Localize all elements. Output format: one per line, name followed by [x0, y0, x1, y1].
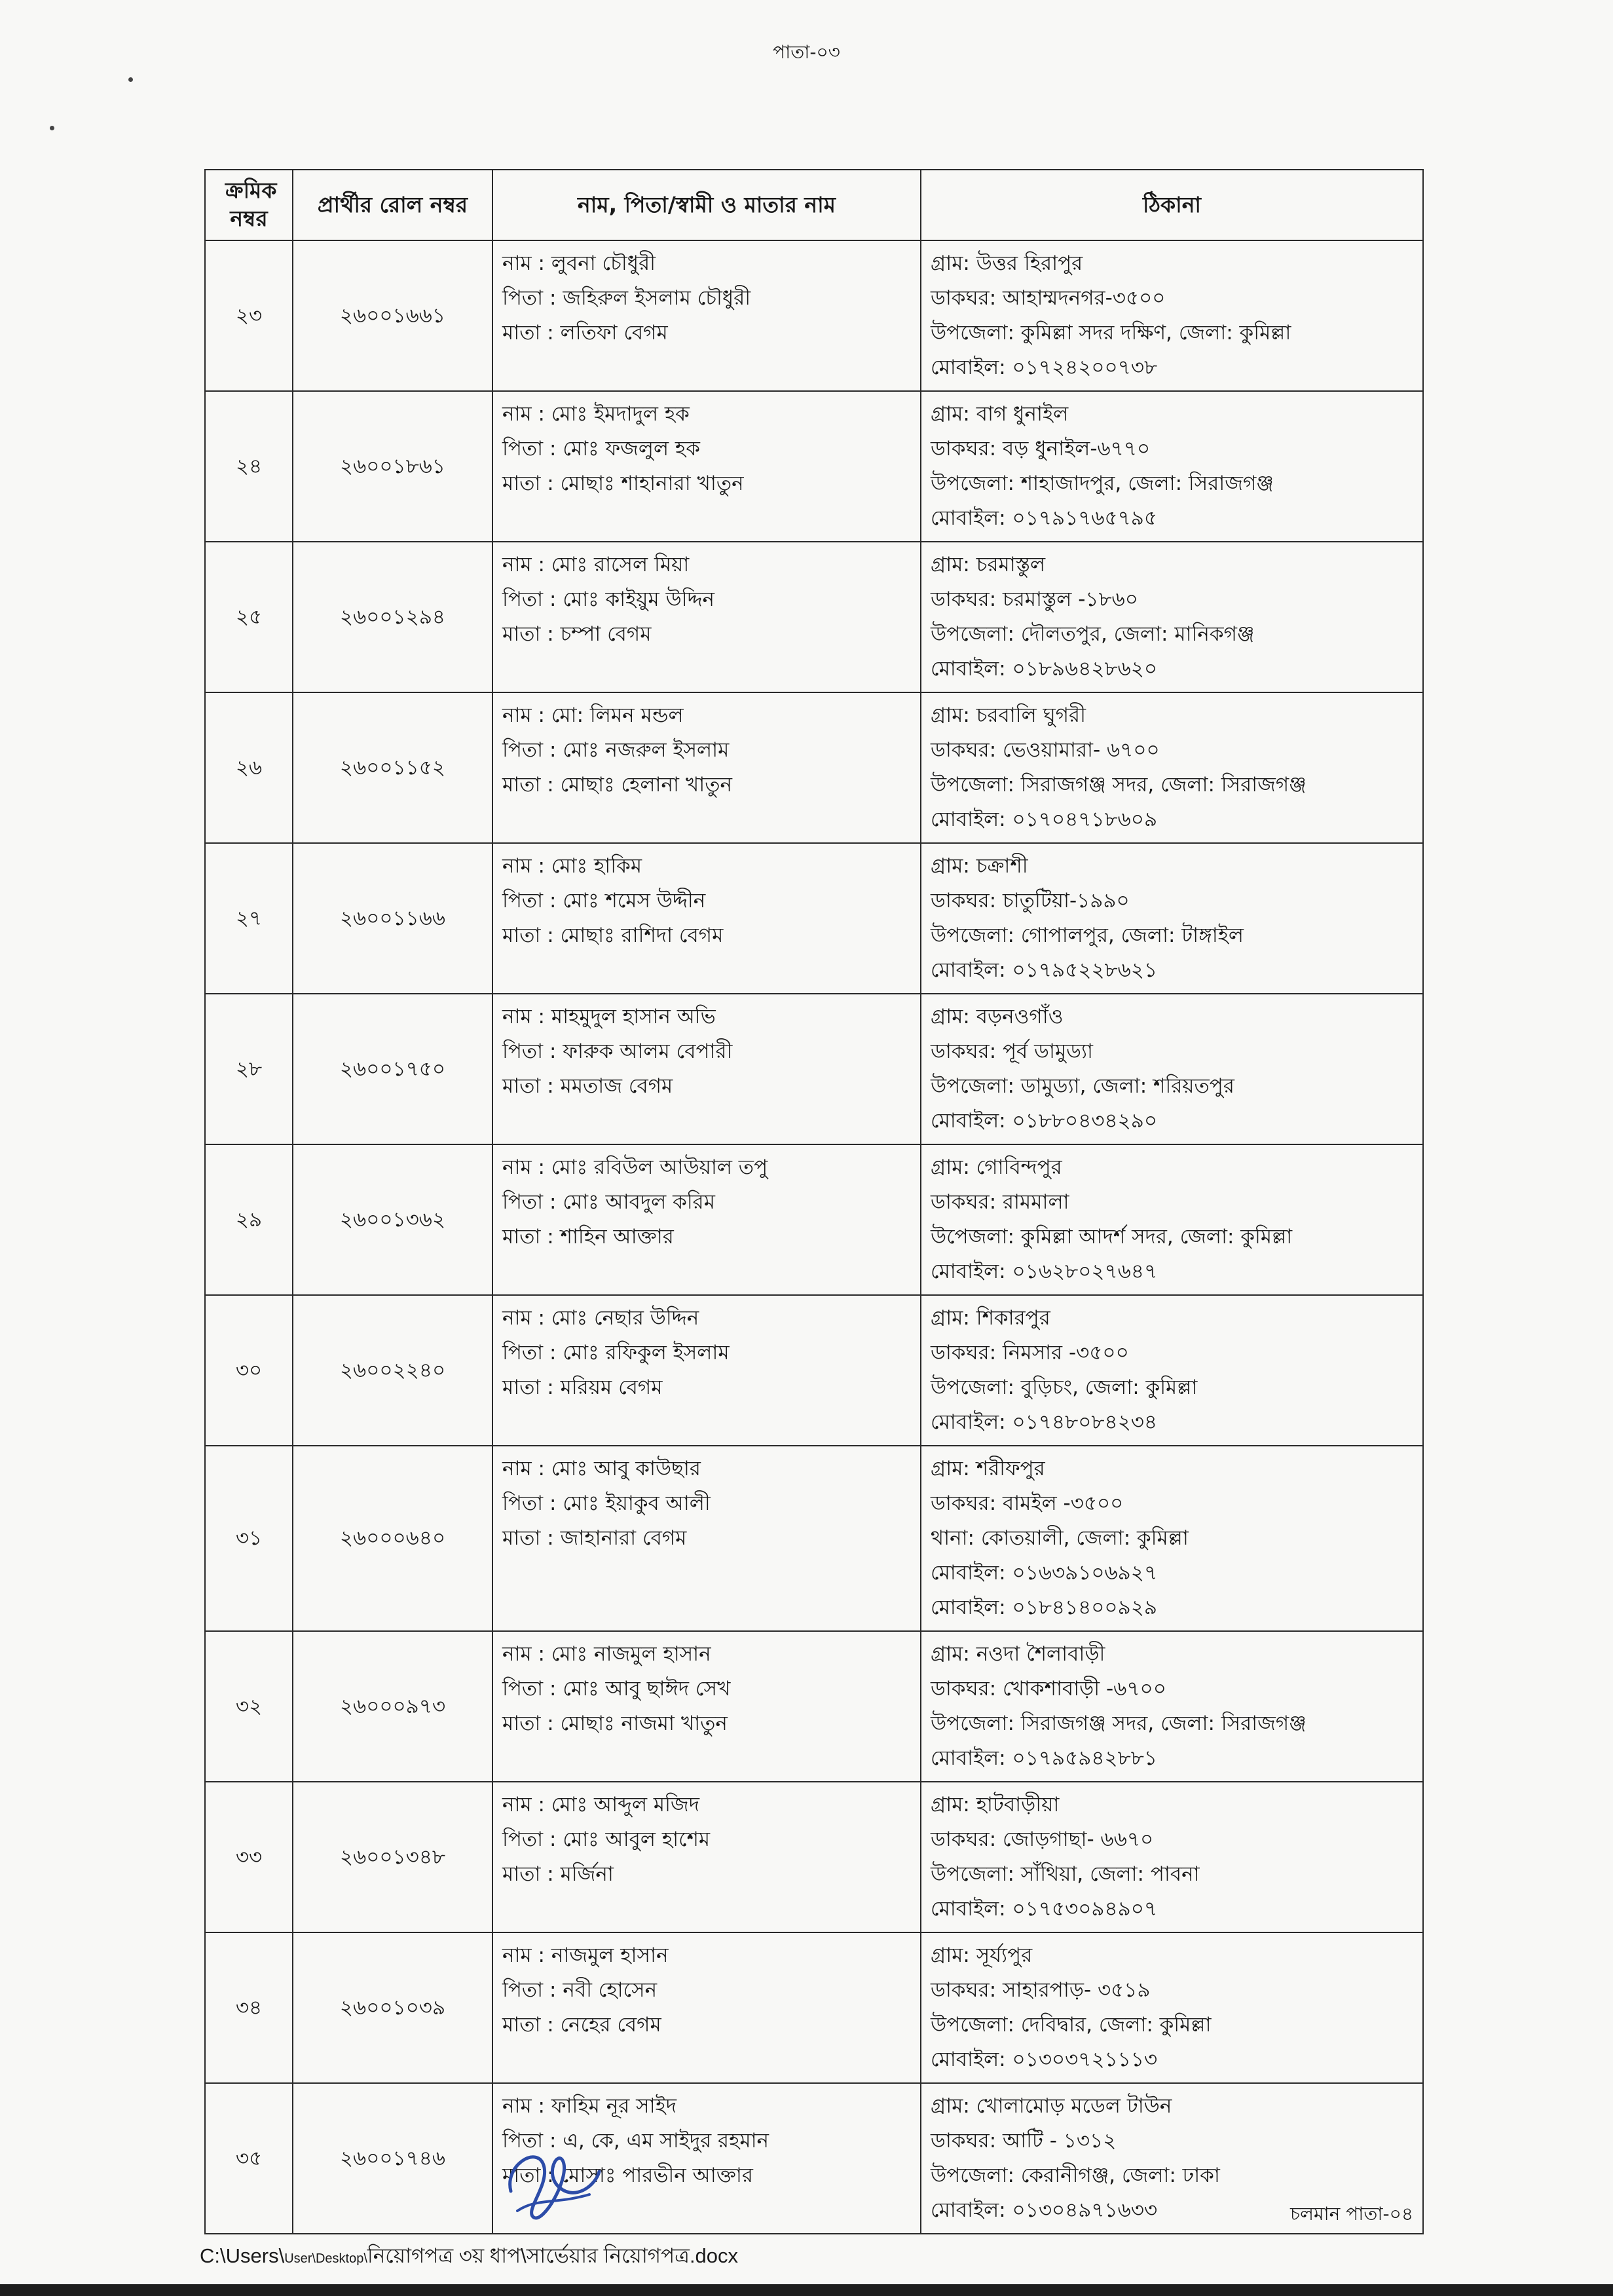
address-line: উপজেলা: দেবিদ্বার, জেলা: কুমিল্লা: [931, 2013, 1212, 2037]
address-line: উপেজলা: কুমিল্লা আদর্শ সদর, জেলা: কুমিল্লা: [931, 1225, 1293, 1249]
address-line: থানা: কোতয়ালী, জেলা: কুমিল্লা: [931, 1526, 1189, 1550]
address-line: মোবাইল: ০১৭৪৮০৮৪২৩৪: [931, 1410, 1158, 1434]
candidate-table-wrap: [204, 169, 1422, 2234]
header-name: নাম, পিতা/স্বামী ও মাতার নাম: [492, 170, 921, 240]
name-cell: [492, 994, 921, 1144]
roll-number-cell: ২৬০০০৯৭৩: [293, 1631, 492, 1782]
father-line: পিতা : মোঃ ইয়াকুব আলী: [502, 1492, 711, 1515]
address-line: ডাকঘর: সাহারপাড়- ৩৫১৯: [931, 1978, 1151, 2002]
scan-edge-bar: [0, 2284, 1613, 2296]
roll-number-cell: ২৬০০১৭৫০: [293, 994, 492, 1144]
file-path-prefix: C:\Users\: [200, 2244, 285, 2267]
mother-line: মাতা : মোছাঃ রাশিদা বেগম: [502, 924, 724, 947]
address-cell: [921, 1144, 1423, 1295]
address-line: উপজেলা: বুড়িচং, জেলা: কুমিল্লা: [931, 1376, 1198, 1399]
file-path-user: User\Desktop\: [284, 2251, 367, 2266]
mother-line: মাতা : মমতাজ বেগম: [502, 1074, 673, 1098]
mother-line: মাতা : শাহিন আক্তার: [502, 1225, 674, 1249]
roll-number-cell: ২৬০০০৬৪০: [293, 1446, 492, 1631]
address-line: গ্রাম: চক্রাশী: [931, 854, 1028, 878]
candidate-table: [204, 169, 1424, 2234]
address-line: মোবাইল: ০১৩০৪৯৭১৬৩৩: [931, 2198, 1158, 2222]
serial-cell: ২৫: [205, 542, 293, 692]
mother-line: মাতা : জাহানারা বেগম: [502, 1526, 687, 1550]
mother-line: মাতা : মোছাঃ শাহানারা খাতুন: [502, 472, 744, 495]
address-cell: [921, 1631, 1423, 1782]
address-line: উপজেলা: গোপালপুর, জেলা: টাঙ্গাইল: [931, 924, 1244, 947]
father-line: পিতা : মোঃ কাইয়ুম উদ্দিন: [502, 588, 715, 611]
address-cell: [921, 1446, 1423, 1631]
address-line: গ্রাম: নওদা শৈলাবাড়ী: [931, 1642, 1105, 1666]
mother-line: মাতা : মোসাঃ পারভীন আক্তার: [502, 2164, 753, 2187]
address-line: ডাকঘর: আটি - ১৩১২: [931, 2129, 1117, 2153]
father-line: পিতা : মোঃ ফজলুল হক: [502, 437, 700, 461]
name-cell: [492, 240, 921, 391]
father-line: পিতা : মোঃ আবুল হাশেম: [502, 1828, 711, 1851]
address-line: মোবাইল: ০১৭০৪৭১৮৬০৯: [931, 808, 1158, 831]
name-line: নাম : মোঃ আবু কাউছার: [502, 1457, 701, 1480]
address-line: উপজেলা: সিরাজগঞ্জ সদর, জেলা: সিরাজগঞ্জ: [931, 1712, 1307, 1735]
serial-cell: ৩২: [205, 1631, 293, 1782]
roll-number-cell: ২৬০০১৭৪৬: [293, 2083, 492, 2234]
name-line: নাম : মোঃ হাকিম: [502, 854, 642, 878]
address-cell: [921, 1782, 1423, 1932]
address-line: উপজেলা: সিরাজগঞ্জ সদর, জেলা: সিরাজগঞ্জ: [931, 773, 1307, 797]
father-line: পিতা : মোঃ আবু ছাঈদ সেখ: [502, 1677, 731, 1701]
serial-cell: ২৩: [205, 240, 293, 391]
serial-cell: ২৯: [205, 1144, 293, 1295]
address-line: ডাকঘর: রামমালা: [931, 1190, 1069, 1214]
name-cell: [492, 1782, 921, 1932]
roll-number-cell: ২৬০০১২৯৪: [293, 542, 492, 692]
address-cell: [921, 843, 1423, 994]
name-cell: [492, 692, 921, 843]
father-line: পিতা : এ, কে, এম সাইদুর রহমান: [502, 2129, 769, 2153]
address-line: ডাকঘর: আহাম্মদনগর-৩৫০০: [931, 286, 1166, 310]
address-line: ডাকঘর: জোড়গাছা- ৬৬৭০: [931, 1828, 1154, 1851]
address-line: মোবাইল: ০১৭২৪২০০৭৩৮: [931, 356, 1158, 379]
address-line: মোবাইল: ০১৩০৩৭২১১১৩: [931, 2048, 1158, 2071]
table-row: [205, 1631, 1423, 1782]
address-line: ডাকঘর: নিমসার -৩৫০০: [931, 1341, 1129, 1364]
serial-cell: ২৬: [205, 692, 293, 843]
name-cell: [492, 1631, 921, 1782]
address-line: গ্রাম: শিকারপুর: [931, 1306, 1050, 1330]
name-cell: [492, 843, 921, 994]
roll-number-cell: ২৬০০২২৪০: [293, 1295, 492, 1446]
address-line: গ্রাম: খোলামোড় মডেল টাউন: [931, 2094, 1172, 2118]
address-line: মোবাইল: ০১৭৯৫৯৪২৮৮১: [931, 1746, 1157, 1770]
table-row: [205, 843, 1423, 994]
name-line: নাম : মোঃ নাজমুল হাসান: [502, 1642, 711, 1666]
address-line: মোবাইল: ০১৮৮০৪৩৪২৯০: [931, 1109, 1158, 1133]
address-line: ডাকঘর: চাতুটিয়া-১৯৯০: [931, 889, 1130, 913]
table-row: [205, 692, 1423, 843]
name-line: নাম : মোঃ ইমদাদুল হক: [502, 402, 690, 426]
name-line: নাম : মোঃ আব্দুল মজিদ: [502, 1793, 700, 1816]
father-line: পিতা : মোঃ শমেস উদ্দীন: [502, 889, 706, 913]
roll-number-cell: ২৬০০১৮৬১: [293, 391, 492, 542]
father-line: পিতা : নবী হোসেন: [502, 1978, 658, 2002]
table-row: [205, 1932, 1423, 2083]
name-line: নাম : নাজমুল হাসান: [502, 1944, 669, 1967]
address-cell: [921, 1295, 1423, 1446]
name-cell: [492, 1295, 921, 1446]
address-line: মোবাইল: ০১৮৯৬৪২৮৬২০: [931, 657, 1158, 681]
address-cell: [921, 994, 1423, 1144]
table-row: [205, 1782, 1423, 1932]
file-path-rest: নিয়োগপত্র ৩য় ধাপ\সার্ভেয়ার নিয়োগপত্র.docx: [367, 2244, 739, 2267]
name-line: নাম : লুবনা চৌধুরী: [502, 252, 656, 275]
name-cell: [492, 1932, 921, 2083]
address-line: ডাকঘর: বড় ধুনাইল-৬৭৭০: [931, 437, 1151, 461]
name-line: নাম : মোঃ নেছার উদ্দিন: [502, 1306, 699, 1330]
father-line: পিতা : মোঃ নজরুল ইসলাম: [502, 738, 730, 762]
continued-page-label: চলমান পাতা-০৪: [1290, 2203, 1413, 2225]
father-line: পিতা : মোঃ আবদুল করিম: [502, 1190, 715, 1214]
name-line: নাম : মোঃ রাসেল মিয়া: [502, 553, 690, 576]
mother-line: মাতা : নেহের বেগম: [502, 2013, 661, 2037]
roll-number-cell: ২৬০০১৬৬১: [293, 240, 492, 391]
table-row: [205, 1295, 1423, 1446]
table-row: [205, 994, 1423, 1144]
address-line: উপজেলা: ডামুড্যা, জেলা: শরিয়তপুর: [931, 1074, 1234, 1098]
header-serial: ক্রমিক নম্বর: [205, 170, 293, 240]
address-line: মোবাইল: ০১৬২৮০২৭৬৪৭: [931, 1260, 1158, 1283]
address-cell: [921, 1932, 1423, 2083]
roll-number-cell: ২৬০০১০৩৯: [293, 1932, 492, 2083]
mother-line: মাতা : মোছাঃ নাজমা খাতুন: [502, 1712, 728, 1735]
address-cell: [921, 391, 1423, 542]
father-line: পিতা : ফারুক আলম বেপারী: [502, 1040, 733, 1063]
address-line: মোবাইল: ০১৮৪১৪০০৯২৯: [931, 1596, 1157, 1619]
name-line: নাম : মোঃ রবিউল আউয়াল তপু: [502, 1156, 768, 1179]
address-line: মোবাইল: ০১৬৩৯১০৬৯২৭: [931, 1561, 1158, 1585]
address-line: ডাকঘর: বামইল -৩৫০০: [931, 1492, 1124, 1515]
table-header-row: [205, 170, 1423, 240]
serial-cell: ৩৪: [205, 1932, 293, 2083]
address-line: ডাকঘর: পূর্ব ডামুড্যা: [931, 1040, 1093, 1063]
mother-line: মাতা : মরিয়ম বেগম: [502, 1376, 663, 1399]
page-number: পাতা-০৩: [773, 41, 840, 63]
name-line: নাম : মো: লিমন মন্ডল: [502, 704, 684, 727]
name-line: নাম : মাহমুদুল হাসান অভি: [502, 1005, 716, 1028]
serial-cell: ৩৫: [205, 2083, 293, 2234]
roll-number-cell: ২৬০০১১৬৬: [293, 843, 492, 994]
mother-line: মাতা : লতিফা বেগম: [502, 321, 668, 345]
address-line: ডাকঘর: ভেওয়ামারা- ৬৭০০: [931, 738, 1160, 762]
signature: [498, 2139, 609, 2230]
address-line: গ্রাম: শরীফপুর: [931, 1457, 1045, 1480]
mother-line: মাতা : মোছাঃ হেলানা খাতুন: [502, 773, 732, 797]
address-line: গ্রাম: চরমাস্তুল: [931, 553, 1046, 576]
mother-line: মাতা : চম্পা বেগম: [502, 622, 652, 646]
header-address: ঠিকানা: [921, 170, 1423, 240]
address-line: মোবাইল: ০১৭৯১৭৬৫৭৯৫: [931, 506, 1158, 530]
address-line: গ্রাম: বড়নওগাঁও: [931, 1005, 1064, 1028]
address-cell: [921, 542, 1423, 692]
name-cell: [492, 1144, 921, 1295]
address-line: ডাকঘর: খোকশাবাড়ী -৬৭০০: [931, 1677, 1166, 1701]
scan-speck: [128, 77, 133, 82]
table-row: [205, 240, 1423, 391]
table-row: [205, 1144, 1423, 1295]
table-row: [205, 542, 1423, 692]
serial-cell: ২৪: [205, 391, 293, 542]
file-path: [200, 2240, 738, 2274]
address-line: মোবাইল: ০১৭৫৩০৯৪৯০৭: [931, 1897, 1158, 1921]
serial-cell: ৩০: [205, 1295, 293, 1446]
serial-cell: ৩৩: [205, 1782, 293, 1932]
serial-cell: ২৭: [205, 843, 293, 994]
name-cell: [492, 391, 921, 542]
address-line: গ্রাম: গোবিন্দপুর: [931, 1156, 1062, 1179]
address-line: গ্রাম: উত্তর হিরাপুর: [931, 252, 1083, 275]
name-cell: [492, 542, 921, 692]
father-line: পিতা : জহিরুল ইসলাম চৌধুরী: [502, 286, 751, 310]
mother-line: মাতা : মর্জিনা: [502, 1862, 614, 1886]
roll-number-cell: ২৬০০১১৫২: [293, 692, 492, 843]
name-cell: [492, 1446, 921, 1631]
address-line: মোবাইল: ০১৭৯৫২২৮৬২১: [931, 958, 1158, 982]
serial-cell: ৩১: [205, 1446, 293, 1631]
address-line: উপজেলা: শাহাজাদপুর, জেলা: সিরাজগঞ্জ: [931, 472, 1274, 495]
roll-number-cell: ২৬০০১৩৪৮: [293, 1782, 492, 1932]
header-roll: প্রার্থীর রোল নম্বর: [293, 170, 492, 240]
address-cell: [921, 692, 1423, 843]
table-row: [205, 2083, 1423, 2234]
address-line: উপজেলা: সাঁথিয়া, জেলা: পাবনা: [931, 1862, 1200, 1886]
address-line: উপজেলা: কেরানীগঞ্জ, জেলা: ঢাকা: [931, 2164, 1220, 2187]
address-line: ডাকঘর: চরমাস্তুল -১৮৬০: [931, 588, 1138, 611]
address-line: উপজেলা: কুমিল্লা সদর দক্ষিণ, জেলা: কুমিল্লা: [931, 321, 1291, 345]
address-line: উপজেলা: দৌলতপুর, জেলা: মানিকগঞ্জ: [931, 622, 1255, 646]
address-line: গ্রাম: চরবালি ঘুগরী: [931, 704, 1086, 727]
address-line: গ্রাম: হাটবাড়ীয়া: [931, 1793, 1060, 1816]
address-line: গ্রাম: বাগ ধুনাইল: [931, 402, 1069, 426]
scan-speck: [50, 126, 54, 130]
table-row: [205, 391, 1423, 542]
father-line: পিতা : মোঃ রফিকুল ইসলাম: [502, 1341, 730, 1364]
table-row: [205, 1446, 1423, 1631]
serial-cell: ২৮: [205, 994, 293, 1144]
name-line: নাম : ফাহিম নূর সাইদ: [502, 2094, 677, 2118]
address-line: গ্রাম: সূর্য্যপুর: [931, 1944, 1033, 1967]
address-cell: [921, 240, 1423, 391]
roll-number-cell: ২৬০০১৩৬২: [293, 1144, 492, 1295]
